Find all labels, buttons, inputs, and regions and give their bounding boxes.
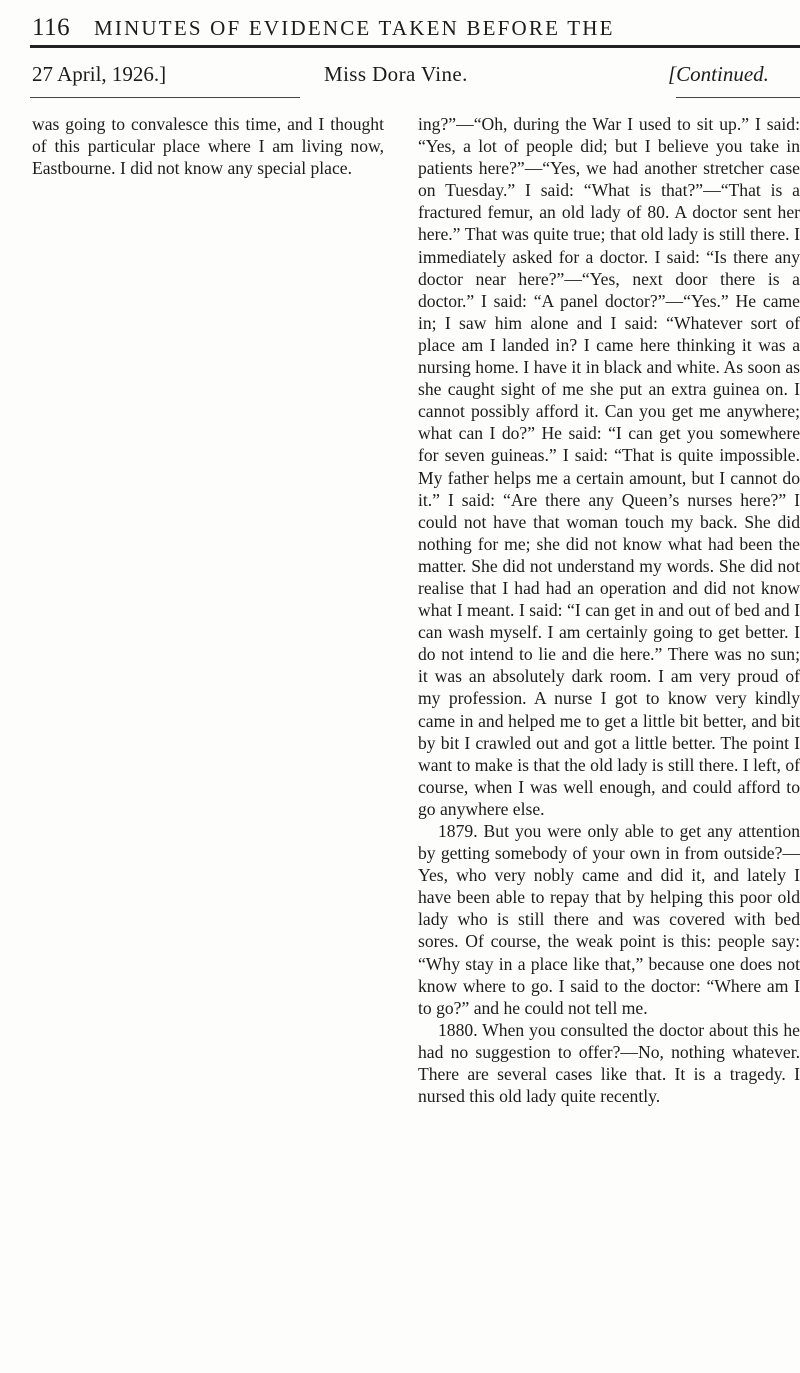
paragraph: ing?”—“Oh, during the War I used to sit up.” I said: “Yes, a lot of people did; but I believe you take in patients here?”—“Yes, we had another stretcher case on Tuesday.” I said: “What is that?”—“That is a fractured femur, an old lady of 80. A doctor sent her here.” That was quite true; that old lady is still there. I immediately asked for a doctor. I said: “Is there any doctor near here?”—“Yes, next door there is a doctor.” I said: “A panel doctor?”—“Yes.” He came in; I saw him alone and I said: “Whatever sort of place am I landed in? I came here thinking it was a nursing home. I have it in black and white. As soon as she caught sight of me she put an extra guinea on. I cannot possibly afford it. Can you get me anywhere; what can I do?” He said: “I can get you somewhere for seven guineas.” I said: “That is quite impossible. My father helps me a certain amount, but I cannot do it.” I said: “Are there any Queen’s nurses here?” I could not have that woman touch my back. She did nothing for me; she did not know what had been the matter. She did not understand my words. She did not realise that I had had an operation and did not know what I meant. I said: “I can get in and out of bed and I can wash myself. I am certainly going to get better. I do not intend to lie and die here.” There was no sun; it was an absolutely dark room. I am very proud of my profession. A nurse I got to know very kindly came in and helped me to get a little bit better, and bit by bit I crawled out and got a little better. The point I want to make is that the old lady is still there. I left, of course, when I was well enough, and could afford to go anywhere else. <box>418 114 800 819</box>
running-head: MINUTES OF EVIDENCE TAKEN BEFORE THE <box>94 16 615 40</box>
page-number: 116 <box>32 14 71 41</box>
subhead-rule-right <box>676 97 800 98</box>
right-column <box>418 113 800 1107</box>
witness-name: Miss Dora Vine. <box>324 62 468 86</box>
continued-label: [Continued. <box>668 62 769 86</box>
paragraph: 1880. When you consulted the doctor about this he had no suggestion to offer?—No, nothing whatever. There are several cases like that. It is a tragedy. I nursed this old lady quite recently. <box>418 1019 800 1107</box>
subhead-rule-left <box>30 97 300 98</box>
sitting-date: 27 April, 1926.] <box>32 62 167 86</box>
left-column <box>32 113 384 179</box>
paragraph: was going to convalesce this time, and I thought of this particular place where I am living now, Eastbourne. I did not know any special place. <box>32 114 384 179</box>
header-rule <box>30 45 800 48</box>
paragraph: 1879. But you were only able to get any attention by getting somebody of your own in from outside?—Yes, who very nobly came and did it, and lately I have been able to repay that by helping this poor old lady who is still there and was covered with bed sores. Of course, the weak point is this: people say: “Why stay in a place like that,” because one does not know where to go. I said to the doctor: “Where am I to go?” and he could not tell me. <box>418 821 800 1018</box>
